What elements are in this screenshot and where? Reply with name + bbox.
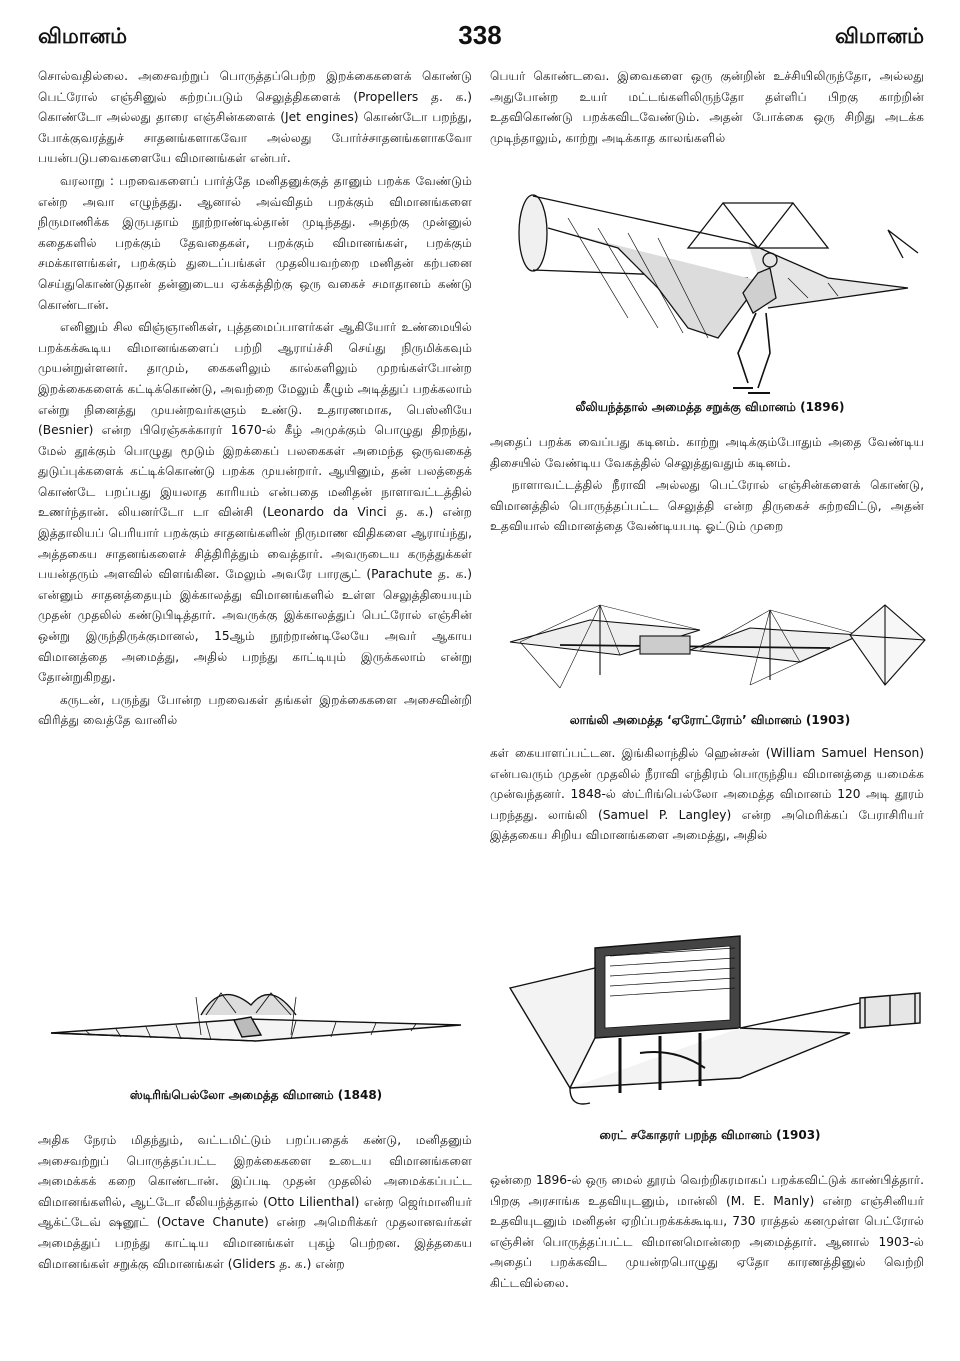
right-column-text-4: [490, 1170, 924, 1345]
page-header: [0, 20, 960, 54]
left-column-text-lower: [38, 1130, 472, 1345]
figure-caption-lilienthal: லீலியந்த்தால் அமைத்த சறுக்கு விமானம் (1896): [575, 400, 845, 414]
paragraph: கருடன், பருந்து போன்ற பறவைகள் தங்கள் இறக்கைகளை அசைவின்றி விரித்து வைத்தே வானில்: [38, 692, 472, 728]
right-column-text-2: [490, 432, 924, 600]
paragraph: ஒன்றை 1896-ல் ஒரு மைல் தூரம் வெற்றிகரமாகப் பறக்கவிட்டுக் காண்பித்தார். பிறகு அரசாங்க உதவியுடனும், மான்லி (M. E. Manly) என்ற எஞ்சினியர் உதவியுடனும் மனிதன் ஏறிப்பறக்கக்கூடிய, 730 ராத்தல் கனமுள்ள பெட்ரோல் எஞ்சின் பொருத்தப்பட்ட விமானமொன்றை அமைத்தார். ஆனால் 1903-ல் அதைப் பறக்கவிட முயன்றபொழுது ஏதோ காரணத்தினுல் வெற்றி கிட்டவில்லை.: [490, 1173, 924, 1290]
page-number: 338: [458, 20, 502, 50]
paragraph: சொல்வதில்லை. அசைவற்றுப் பொருத்தப்பெற்ற இறக்கைகளைக் கொண்டு பெட்ரோல் எஞ்சினுல் சுற்றப்படும் செலுத்திகளைக் (Propellers த. க.) கொண்டோ அல்லது தாரை எஞ்சின்களைக் (Jet engines) கொண்டோ பறந்து, போக்குவரத்துச் சாதனங்களாகவோ அல்லது போர்ச்சாதனங்களாகவோ பயன்படுபவைகளையே விமானங்கள் என்பர்.: [38, 69, 472, 166]
langley-aerodrome-illustration: [500, 600, 930, 700]
figure-caption-langley: லாங்லி அமைத்த ‘ஏரோட்ரோம்’ விமானம் (1903): [569, 713, 851, 727]
paragraph: கள் கையாளப்பட்டன. இங்கிலாந்தில் ஹென்சன் (William Samuel Henson) என்பவரும் முதன் முதலில் நீராவி எந்திரம் பொருந்திய விமானத்தை யமைக்க முன்வந்தனர். 1848-ல் ஸ்ட்ரிங்பெல்லோ அமைத்த விமானம் 120 அடி தூரம் பறந்தது. லாங்லி (Samuel P. Langley) என்ற அமெரிக்கப் பேராசிரியர் இத்தகைய சிறிய விமானங்களை அமைத்து, அதில்: [490, 746, 924, 843]
right-column-text-3: [490, 743, 924, 893]
paragraph: நாளாவட்டத்தில் நீராவி அல்லது பெட்ரோல் எஞ்சின்களைக் கொண்டு, விமானத்தில் பொருத்தப்பட்ட செலுத்தி என்ற திருகைச் சுற்றவிட்டு, அதன் உதவியால் விமானத்தை வேண்டியபடி ஓட்டும் முறை: [490, 478, 924, 534]
paragraph: அதைப் பறக்க வைப்பது கடினம். காற்று அடிக்கும்போதும் அதை வேண்டிய திசையில் வேண்டிய வேகத்தில் செலுத்துவதும் கடினம்.: [490, 435, 924, 470]
right-column-text-1: [490, 66, 924, 176]
paragraph: வரலாறு : பறவைகளைப் பார்த்தே மனிதனுக்குத் தானும் பறக்க வேண்டும் என்ற அவா எழுந்தது. ஆனால் அவ்விதம் பறக்கும் விமானங்களை நிருமாணிக்க இருபதாம் நூற்றாண்டில்தான் முடிந்தது. அதற்கு முன்னுல் கதைகளில் பறக்கும் தேவதைகள், பறக்கும் விமானங்கள், பறக்கும் சமக்காளங்கள், பறக்கும் துடைப்பங்கள் முதலியவற்றை மனிதன் கற்பனை செய்துகொண்டுதான் தன்னுடைய ஏக்கத்திற்கு ஒரு வகைச் சமாதானம் கண்டு கொண்டான்.: [38, 173, 472, 312]
paragraph: அதிக நேரம் மிதந்தும், வட்டமிட்டும் பறப்பதைக் கண்டு, மனிதனும் அசைவற்றுப் பொருத்தப்பட்ட இறக்கைகளை உடைய விமானங்களை அமைக்கக் கறை கொண்டான். இப்படி முதன் முதலில் அமைக்கப்பட்ட விமானங்களில், ஆட்டோ லீலியந்த்தால் (Otto Lilienthal) என்ற ஜெர்மானியர் ஆக்ட்டேவ் ஷனூட் (Octave Chanute) என்ற அமெரிக்கர் முதலானவர்கள் அமைத்துப் பறந்து காட்டிய விமானங்கள் புகழ் பெற்றன. இத்தகைய விமானங்கள் சறுக்கு விமானங்கள் (Gliders த. க.) என்ற: [38, 1133, 472, 1271]
paragraph: பெயர் கொண்டவை. இவைகளை ஒரு குன்றின் உச்சியிலிருந்தோ, அல்லது அதுபோன்ற உயர் மட்டங்களிலிருந்தோ தள்ளிப் பிறகு காற்றின் உதவிகொண்டு பறக்கவிடவேண்டும். அதன் போக்கை ஒரு சிறிது அடக்க முடிந்தாலும், காற்று அடிக்காத காலங்களில்: [490, 69, 924, 145]
running-title-right: விமானம்: [834, 24, 924, 48]
figure-caption-stringfellow: ஸ்டிரிங்பெல்லோ அமைத்த விமானம் (1848): [129, 1088, 383, 1102]
figure-caption-wright: ரைட் சகோதரர் பறந்த விமானம் (1903): [599, 1128, 821, 1142]
stringfellow-aircraft-illustration: [46, 975, 466, 1075]
lilienthal-glider-illustration: [508, 188, 928, 398]
paragraph: எனினும் சில விஞ்ஞானிகள், புத்தமைப்பாளர்கள் ஆகியோர் உண்மையில் பறக்கக்கூடிய விமானங்களைப் பற்றி ஆராய்ச்சி செய்து நிருமிக்கவும் முயன்றுள்ளனர். தாமும், கைகளிலும் கால்களிலும் முறங்கள்போன்ற இறக்கைகளைக் கட்டிக்கொண்டு, அவற்றை மேலும் கீழும் அடித்துப் பறக்கலாம் என்று நினைத்து முயன்றவர்களும் உண்டு. உதாரணமாக, பெஸ்னியே (Besnier) என்ற பிரெஞ்சுக்காரர் 1670-ல் கீழ் அமுக்கும் பொழுது திறந்து, மேல் தூக்கும் பொழுது மூடும் இறக்கைப் பலகைகள் அமைந்த ஒருவகைத் துடுப்புக்களைக் கட்டிக்கொண்டு பறக்க முயன்றார். ஆயினும், தன் பலத்தைக் கொண்டே பறப்பது இயலாத காரியம் என்பதை மனிதன் நாளாவட்டத்தில் உணர்ந்தான். லியனர்டோ டா வின்சி (Leonardo da Vinci த. க.) என்ற இத்தாலியப் பெரியார் பறக்கும் சாதனங்களின் நிருமாண விதிகளை ஆராய்ந்து, அத்தகைய சாதனங்களைச் சித்திரித்தும் வைத்தார். அவருடைய கருத்துக்கள் பயன்தரும் அளவில் விளங்கின. மேலும் அவரே பாரசூட் (Parachute த. க.) என்னும் சாதனத்தையும் இக்காலத்து விமானங்களில் உள்ள செலுத்தியையும் முதன் முதலில் கண்டுபிடித்தார். அவருக்கு இக்காலத்துப் பெட்ரோல் எஞ்சின் ஒன்று இருந்திருக்குமானல், 15ஆம் நூற்றாண்டிலேயே அவர் ஆகாய விமானத்தை அமைத்து, அதில் பறந்து காட்டியும் இருக்கலாம் என்று தோன்றுகிறது.: [38, 320, 472, 685]
running-title-left: விமானம்: [38, 24, 128, 48]
wright-flyer-illustration: [500, 928, 930, 1118]
left-column-text-upper: [38, 66, 472, 942]
